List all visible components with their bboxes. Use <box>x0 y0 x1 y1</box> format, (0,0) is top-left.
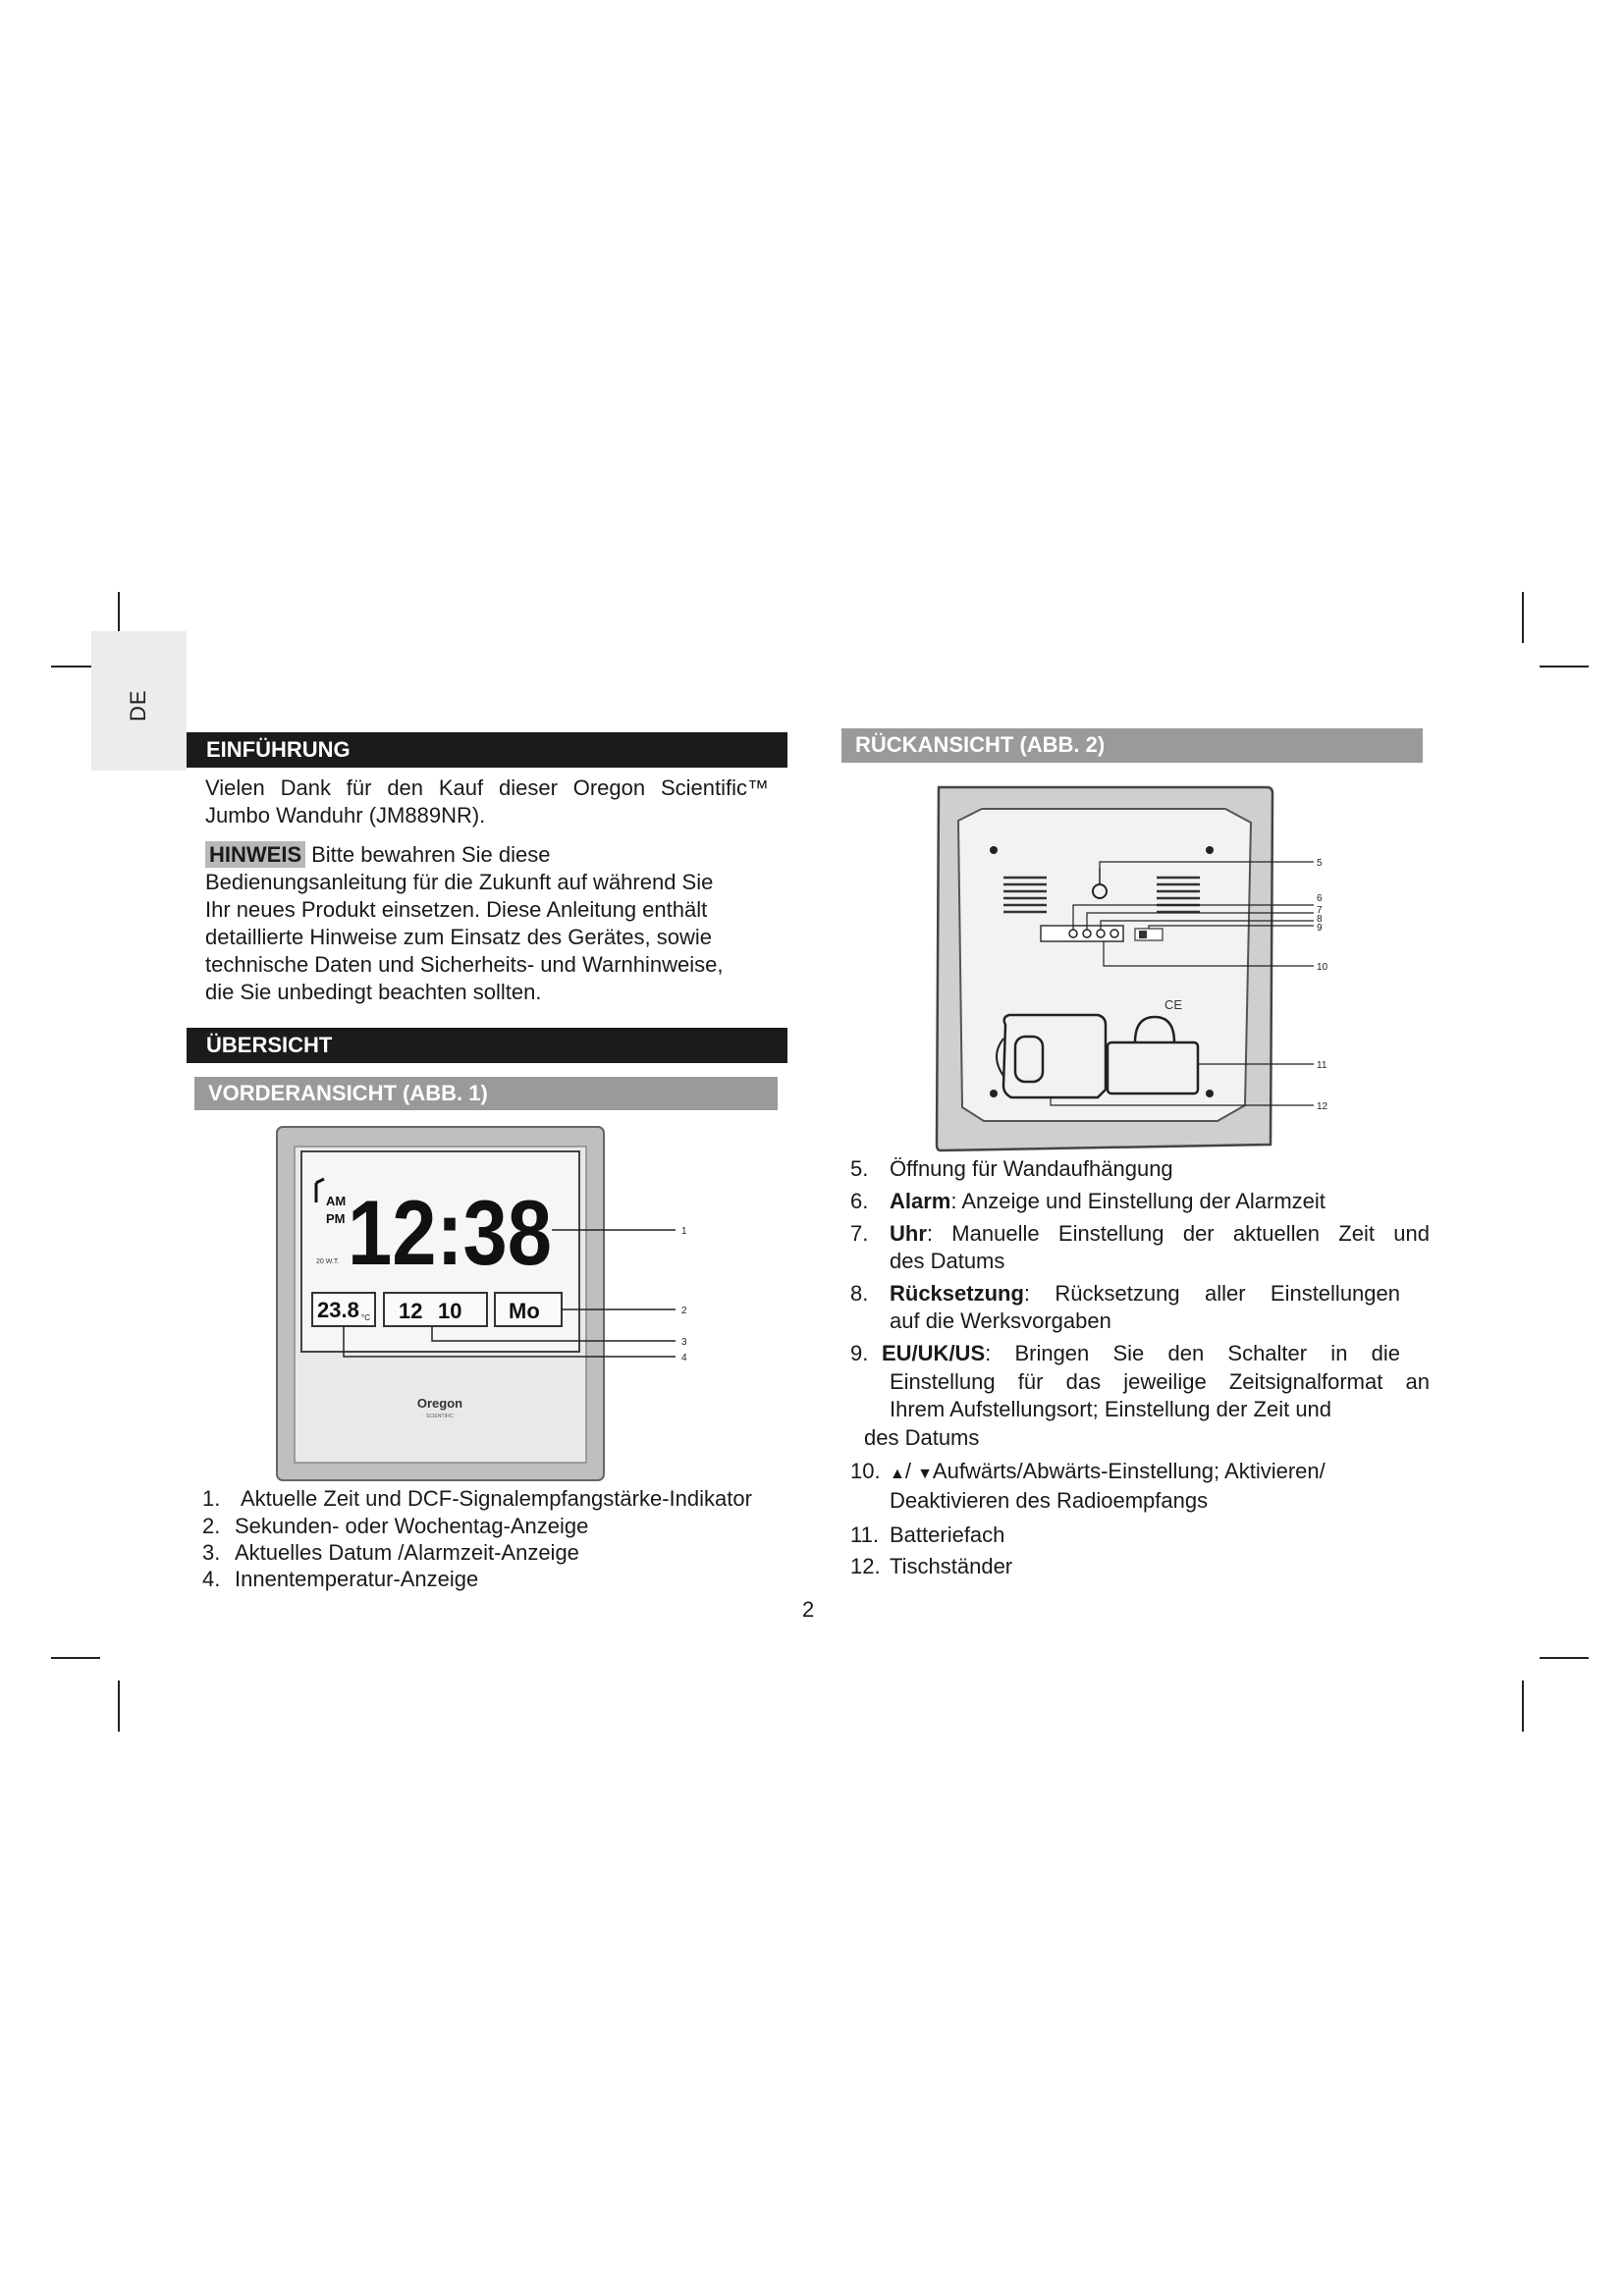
note-paragraph <box>205 841 794 1006</box>
callout-12: 12 <box>1317 1101 1328 1112</box>
callout-2: 2 <box>681 1306 687 1316</box>
note-line: die Sie unbedingt beachten sollten. <box>205 980 542 1004</box>
pm-label: PM <box>326 1211 346 1226</box>
note-line: technische Daten und Sicherheits- und Warnhinweise, <box>205 952 724 977</box>
page-number: 2 <box>802 1597 815 1622</box>
callout-9: 9 <box>1317 923 1323 934</box>
temp-value: 23.8 <box>317 1298 359 1322</box>
intro-line-2: Jumbo Wanduhr (JM889NR). <box>205 803 486 828</box>
callout-4: 4 <box>681 1353 687 1363</box>
callout-5: 5 <box>1317 858 1323 869</box>
small-label: 20 W.T. <box>316 1258 340 1265</box>
temp-unit: °C <box>361 1313 370 1322</box>
callout-1: 1 <box>681 1226 687 1237</box>
language-label: DE <box>126 689 150 721</box>
brand-subtitle: SCIENTIFIC <box>426 1414 454 1419</box>
crop-mark <box>51 1657 100 1659</box>
down-arrow-icon: ▼ <box>917 1466 933 1482</box>
weekday-value: Mo <box>509 1299 540 1323</box>
front-view-figure <box>265 1119 707 1484</box>
ce-mark: CE <box>1164 997 1183 1012</box>
list-item: 1. Aktuelle Zeit und DCF-Signalempfangstärke-Indikator <box>202 1486 752 1511</box>
callout-10: 10 <box>1317 962 1328 973</box>
back-view-heading: RÜCKANSICHT (ABB. 2) <box>841 728 1423 763</box>
callout-11: 11 <box>1317 1060 1327 1071</box>
date-day: 10 <box>438 1299 462 1323</box>
note-line: Bedienungsanleitung für die Zukunft auf während Sie <box>205 870 714 894</box>
date-month: 12 <box>399 1299 423 1323</box>
list-item: 4. Innentemperatur-Anzeige <box>202 1567 479 1591</box>
crop-mark <box>1522 592 1524 643</box>
crop-mark <box>1522 1681 1524 1732</box>
list-item: 3. Aktuelles Datum /Alarmzeit-Anzeige <box>202 1540 579 1565</box>
front-view-list <box>202 1486 811 1593</box>
callout-6: 6 <box>1317 893 1323 904</box>
callout-3: 3 <box>681 1337 687 1348</box>
front-view-heading: VORDERANSICHT (ABB. 1) <box>194 1077 778 1110</box>
note-first-text: Bitte bewahren Sie diese <box>311 842 551 867</box>
note-line: detaillierte Hinweise zum Einsatz des Gerätes, sowie <box>205 925 713 949</box>
am-label: AM <box>326 1194 347 1208</box>
up-arrow-icon: ▲ <box>890 1466 905 1482</box>
crop-mark <box>1540 1657 1589 1659</box>
overview-heading: ÜBERSICHT <box>187 1028 787 1063</box>
back-view-figure <box>933 781 1335 1154</box>
callout-7: 7 <box>1317 905 1323 916</box>
note-badge: HINWEIS <box>205 841 305 868</box>
crop-mark <box>1540 666 1589 667</box>
crop-mark <box>118 1681 120 1732</box>
callout-8: 8 <box>1317 914 1323 925</box>
intro-line-1: Vielen Dank für den Kauf dieser Oregon Scientific™ <box>205 775 769 800</box>
note-first-line <box>205 841 794 869</box>
intro-heading: EINFÜHRUNG <box>187 732 787 768</box>
list-item: 2. Sekunden- oder Wochentag-Anzeige <box>202 1514 589 1538</box>
note-line: Ihr neues Produkt einsetzen. Diese Anleitung enthält <box>205 897 708 922</box>
time-digits: 12:38 <box>348 1181 552 1284</box>
brand-logo: Oregon <box>416 1396 463 1411</box>
